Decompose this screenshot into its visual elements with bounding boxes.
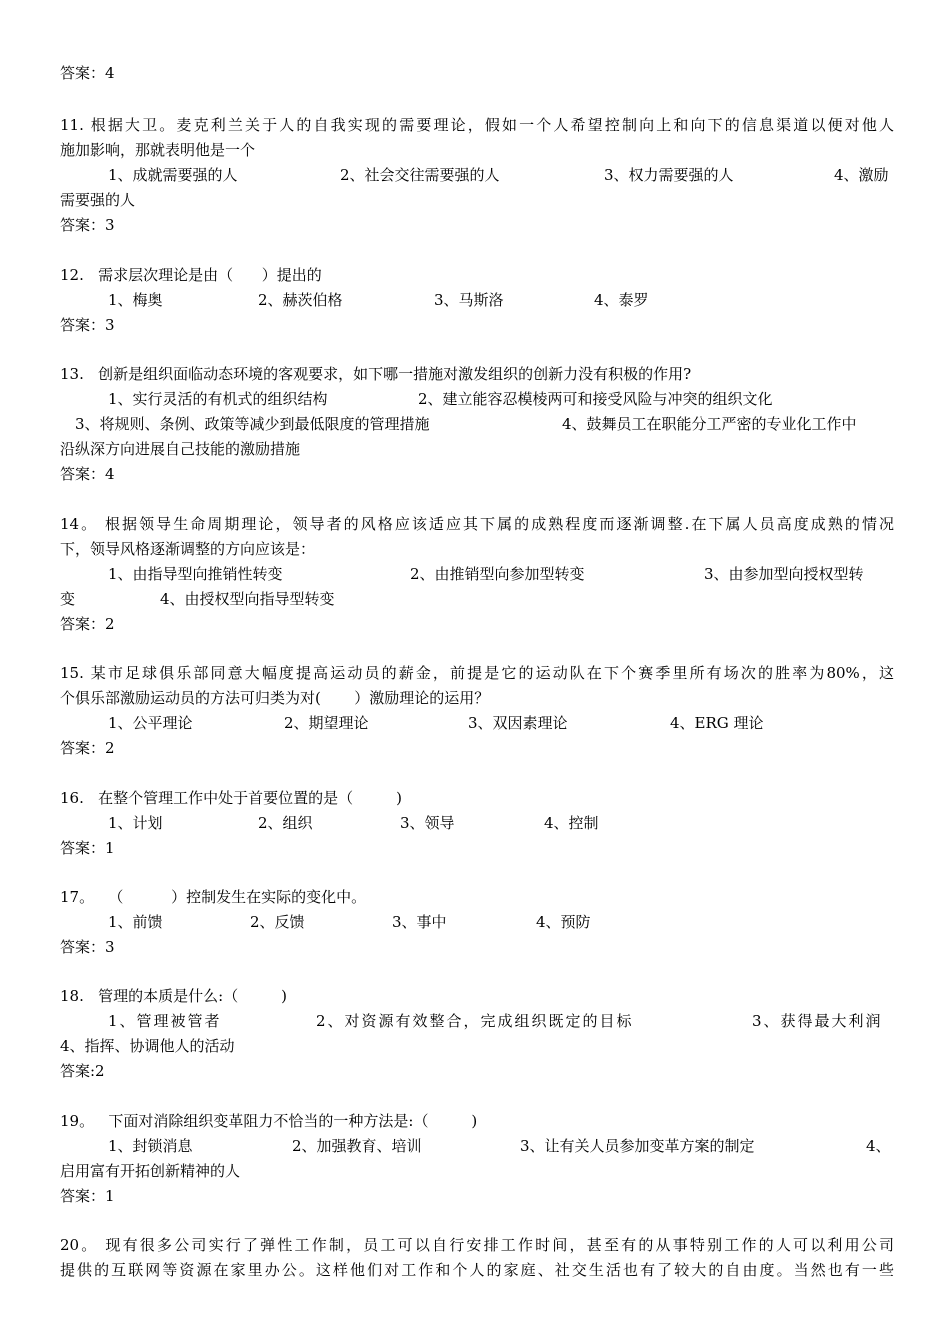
question-12-option-4: 4、泰罗 (594, 291, 649, 309)
question-17-option-3: 3、事中 (392, 913, 447, 931)
answer-13: 答案：4 (60, 465, 115, 483)
question-18-option-4: 4、指挥、协调他人的活动 (60, 1037, 235, 1055)
question-11-line-2: 施加影响，那就表明他是一个 (60, 141, 256, 159)
question-17: 17。 （ ）控制发生在实际的变化中。 (60, 888, 367, 906)
question-16-option-1: 1、计划 (108, 814, 163, 832)
question-18: 18. 管理的本质是什么:（ ) (60, 987, 287, 1005)
question-16-option-2: 2、组织 (258, 814, 313, 832)
question-15-line-1: 15. 某市足球俱乐部同意大幅度提高运动员的薪金，前提是它的运动队在下个赛季里所有场次的胜率为80%，这 (60, 664, 894, 682)
question-13-option-4-cont: 沿纵深方向进展自己技能的激励措施 (60, 440, 301, 458)
question-16-option-4: 4、控制 (544, 814, 599, 832)
question-14-option-4: 4、由授权型向指导型转变 (160, 590, 335, 608)
question-17-option-1: 1、前馈 (108, 913, 163, 931)
question-15-line-2: 个俱乐部激励运动员的方法可归类为对( ）激励理论的运用？ (60, 689, 490, 707)
answer-16: 答案：1 (60, 839, 115, 857)
question-13-option-1: 1、实行灵活的有机式的组织结构 (108, 390, 328, 408)
question-19-option-4-cont: 启用富有开拓创新精神的人 (60, 1162, 241, 1180)
question-14-option-3-cont: 变 (60, 590, 76, 608)
question-14-option-1: 1、由指导型向推销性转变 (108, 565, 283, 583)
question-11-option-2: 2、社会交往需要强的人 (340, 166, 500, 184)
answer-14: 答案：2 (60, 615, 115, 633)
question-18-option-3: 3、获得最大利润 (752, 1012, 883, 1030)
question-11-line-1: 11. 根据大卫。麦克利兰关于人的自我实现的需要理论，假如一个人希望控制向上和向下的信息渠道以便对他人 (60, 116, 894, 134)
question-12-option-3: 3、马斯洛 (434, 291, 504, 309)
question-14-option-2: 2、由推销型向参加型转变 (410, 565, 585, 583)
question-11-option-1: 1、成就需要强的人 (108, 166, 238, 184)
question-14-line-2: 下，领导风格逐渐调整的方向应该是： (60, 540, 316, 558)
question-11-option-4-cont: 需要强的人 (60, 191, 136, 209)
answer-12: 答案：3 (60, 316, 115, 334)
question-18-option-1: 1、管理被管者 (108, 1012, 222, 1030)
question-18-option-2: 2、对资源有效整合，完成组织既定的目标 (316, 1012, 634, 1030)
question-15-option-4: 4、ERG 理论 (670, 714, 764, 732)
answer-17: 答案：3 (60, 938, 115, 956)
answer-18: 答案:2 (60, 1062, 105, 1080)
question-13-option-2: 2、建立能容忍模棱两可和接受风险与冲突的组织文化 (418, 390, 773, 408)
answer-11: 答案：3 (60, 216, 115, 234)
question-12-option-2: 2、赫茨伯格 (258, 291, 343, 309)
question-13-option-4: 4、鼓舞员工在职能分工严密的专业化工作中 (562, 415, 857, 433)
answer-19: 答案：1 (60, 1187, 115, 1205)
question-20-line-2: 提供的互联网等资源在家里办公。这样他们对工作和个人的家庭、社交生活也有了较大的自由度。当然也有一些 (60, 1261, 894, 1279)
question-12-option-1: 1、梅奥 (108, 291, 163, 309)
question-13: 13. 创新是组织面临动态环境的客观要求，如下哪一措施对激发组织的创新力没有积极的作用? (60, 365, 692, 383)
question-15-option-3: 3、双因素理论 (468, 714, 568, 732)
question-16-option-3: 3、领导 (400, 814, 455, 832)
question-19-option-3: 3、让有关人员参加变革方案的制定 (520, 1137, 755, 1155)
question-20-line-1: 20。 现有很多公司实行了弹性工作制，员工可以自行安排工作时间，甚至有的从事特别工作的人可以利用公司 (60, 1236, 894, 1254)
question-19-option-2: 2、加强教育、培训 (292, 1137, 422, 1155)
answer-15: 答案：2 (60, 739, 115, 757)
question-19-option-1: 1、封锁消息 (108, 1137, 193, 1155)
question-17-option-2: 2、反馈 (250, 913, 305, 931)
question-16: 16. 在整个管理工作中处于首要位置的是（ ) (60, 789, 402, 807)
question-19: 19。 下面对消除组织变革阻力不恰当的一种方法是:（ ) (60, 1112, 478, 1130)
question-11-option-4: 4、激励 (834, 166, 889, 184)
question-12: 12. 需求层次理论是由（ ）提出的 (60, 266, 322, 284)
answer-10: 答案：4 (60, 64, 115, 82)
question-14-option-3: 3、由参加型向授权型转 (704, 565, 864, 583)
question-14-line-1: 14。 根据领导生命周期理论，领导者的风格应该适应其下属的成熟程度而逐渐调整.在下属人员高度成熟的情况 (60, 515, 894, 533)
question-15-option-1: 1、公平理论 (108, 714, 193, 732)
question-15-option-2: 2、期望理论 (284, 714, 369, 732)
question-19-option-4: 4、 (866, 1137, 891, 1155)
question-11-option-3: 3、权力需要强的人 (604, 166, 734, 184)
question-17-option-4: 4、预防 (536, 913, 591, 931)
question-13-option-3: 3、将规则、条例、政策等减少到最低限度的管理措施 (75, 415, 430, 433)
